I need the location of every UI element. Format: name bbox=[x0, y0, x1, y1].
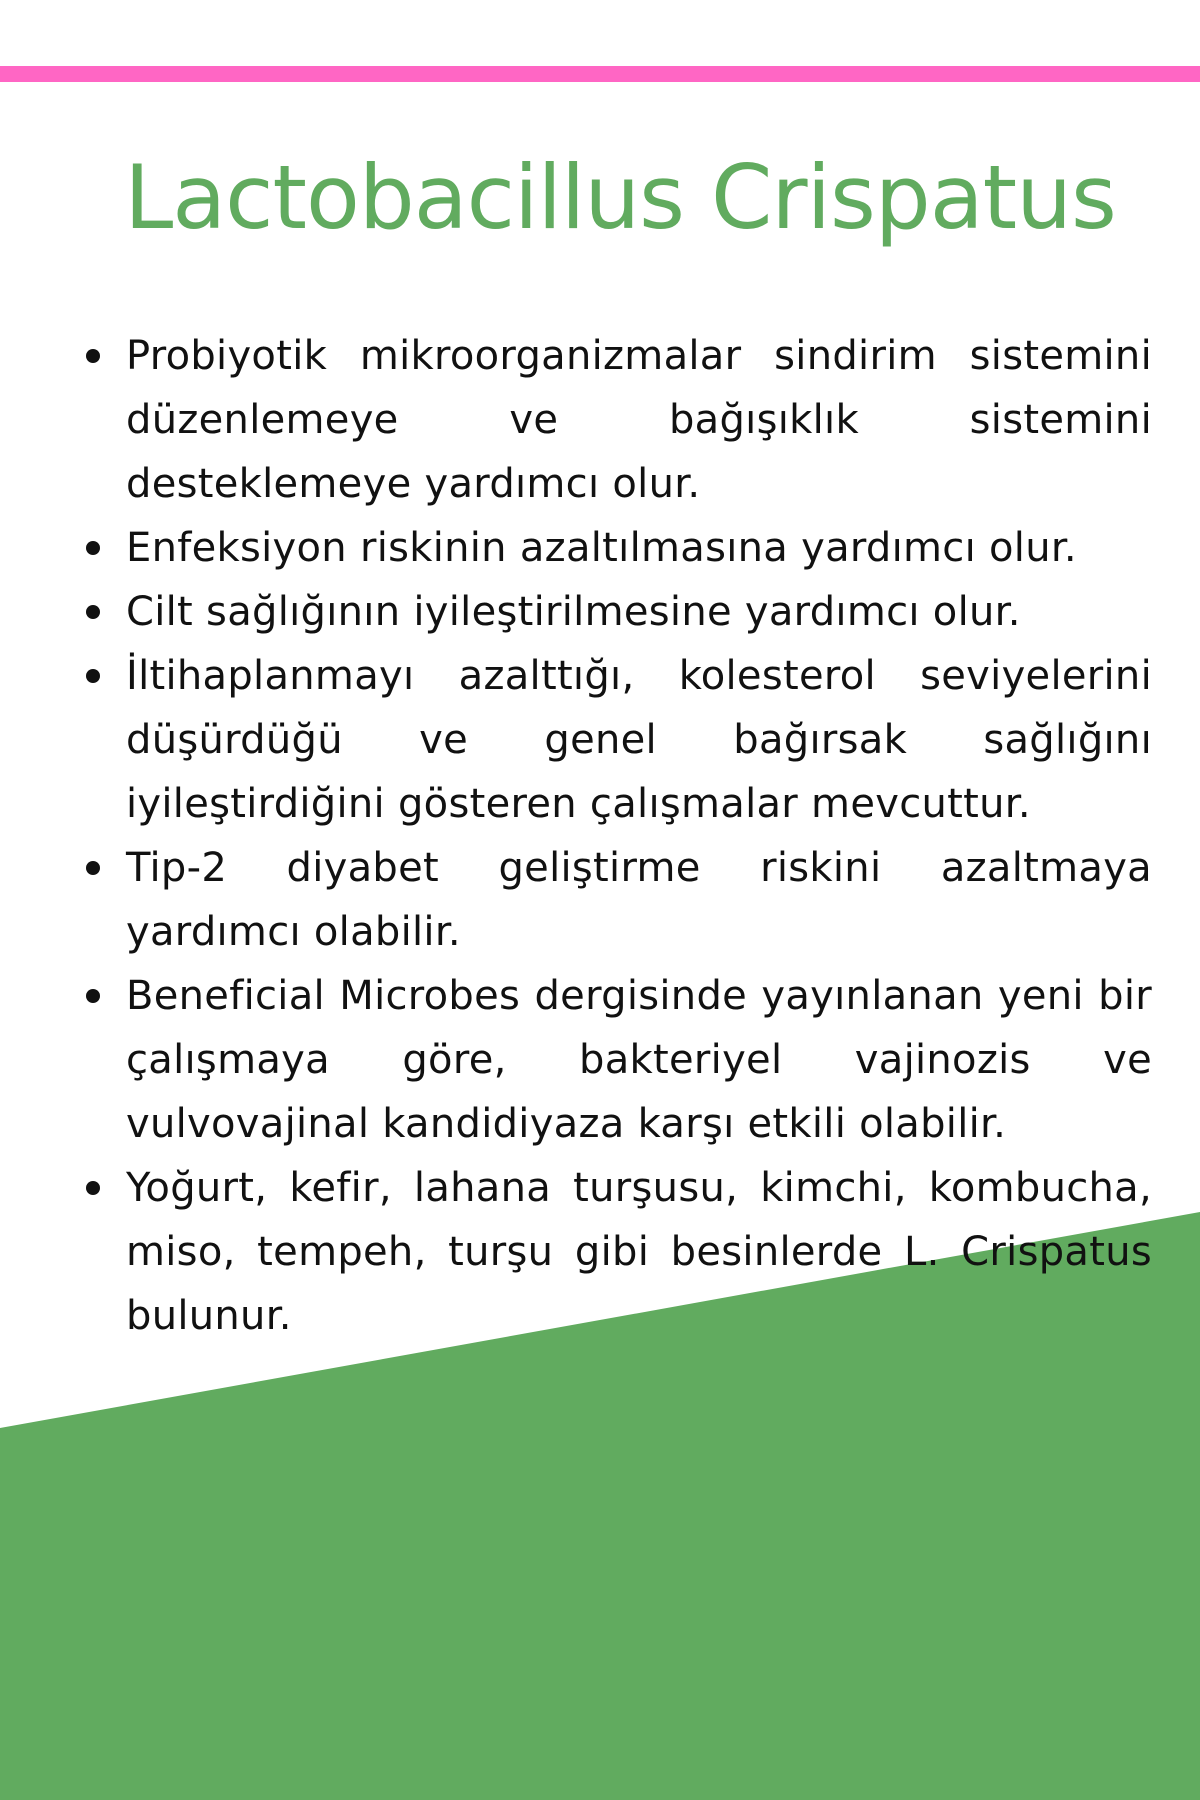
page-title: Lactobacillus Crispatus bbox=[124, 146, 1116, 249]
bullet-dot-icon bbox=[86, 989, 100, 1003]
benefits-list bbox=[80, 324, 1152, 1348]
list-item-text: İltihaplanmayı azalttığı, kolesterol seviyelerini düşürdüğü ve genel bağırsak sağlığını iyileştirdiğini gösteren çalışmalar mevcuttur. bbox=[126, 653, 1152, 827]
list-item-text: Tip-2 diyabet geliştirme riskini azaltmaya yardımcı olabilir. bbox=[126, 845, 1152, 955]
bullet-dot-icon bbox=[86, 669, 100, 683]
list-item bbox=[80, 964, 1152, 1156]
list-item bbox=[80, 644, 1152, 836]
list-item bbox=[80, 580, 1152, 644]
list-item-text: Beneficial Microbes dergisinde yayınlanan yeni bir çalışmaya göre, bakteriyel vajinozis ve vulvovajinal kandidiyaza karşı etkili olabilir. bbox=[126, 973, 1152, 1147]
list-item bbox=[80, 324, 1152, 516]
list-item bbox=[80, 836, 1152, 964]
bullet-dot-icon bbox=[86, 605, 100, 619]
list-item bbox=[80, 516, 1152, 580]
bullet-dot-icon bbox=[86, 349, 100, 363]
list-item-text: Enfeksiyon riskinin azaltılmasına yardımcı olur. bbox=[126, 525, 1077, 571]
list-item-text: Yoğurt, kefir, lahana turşusu, kimchi, kombucha, miso, tempeh, turşu gibi besinlerde L. Crispatus bulunur. bbox=[126, 1165, 1152, 1339]
bullet-dot-icon bbox=[86, 541, 100, 555]
list-item-text: Cilt sağlığının iyileştirilmesine yardımcı olur. bbox=[126, 589, 1021, 635]
list-item bbox=[80, 1156, 1152, 1348]
bullet-dot-icon bbox=[86, 861, 100, 875]
list-item-text: Probiyotik mikroorganizmalar sindirim sistemini düzenlemeye ve bağışıklık sistemini desteklemeye yardımcı olur. bbox=[126, 333, 1152, 507]
bullet-dot-icon bbox=[86, 1181, 100, 1195]
